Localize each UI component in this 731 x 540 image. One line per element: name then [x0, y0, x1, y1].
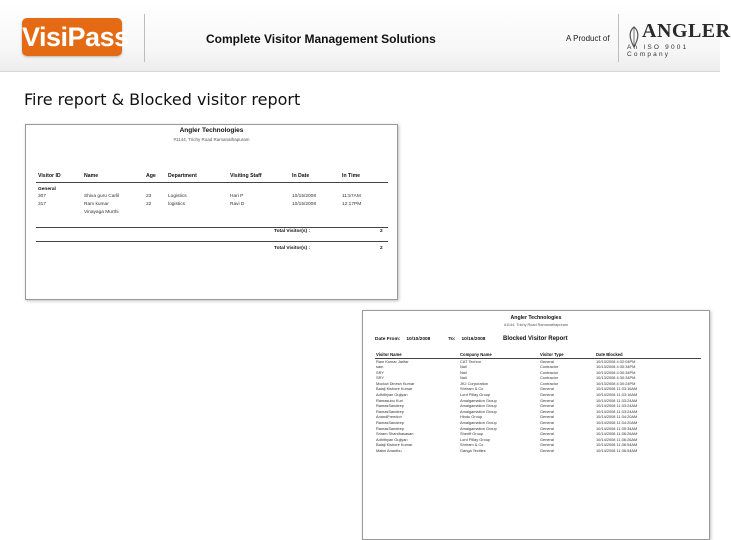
cell: General — [540, 442, 554, 448]
cell: Malini Ananthu — [376, 448, 402, 453]
cell: 10/14/2008 11:36:26AM — [596, 431, 638, 437]
fire-report-divider-1 — [36, 227, 388, 228]
visipass-logo[interactable] — [22, 18, 129, 56]
cell: Nail — [460, 364, 467, 370]
header-banner — [0, 0, 731, 72]
logo-text-pass: Pass — [67, 22, 129, 52]
cell: General — [540, 414, 554, 420]
cell: Shriram & Co — [460, 442, 484, 448]
table-row — [36, 209, 388, 217]
fire-report-table — [36, 171, 388, 217]
total-visitors-label-2: Total Visitor(s) : — [274, 246, 311, 251]
fire-report-header-row — [36, 171, 388, 182]
cell: General — [540, 436, 554, 442]
date-from-value: 10/10/2008 — [406, 337, 431, 342]
cell: Shriram & Co — [460, 386, 484, 392]
fire-report-divider-2 — [36, 241, 388, 242]
total-visitors-value-2: 2 — [380, 246, 383, 251]
table-row — [375, 448, 701, 454]
cell: 10/15/2008 — [292, 194, 317, 199]
cell: 10/14/2008 11:34:20AM — [596, 420, 638, 426]
cell: 10/14/2008 11:33:24AM — [596, 397, 638, 403]
cell: Contractor — [540, 375, 559, 381]
cell: sam — [376, 364, 384, 370]
cell: 10/14/2008 11:34:20AM — [596, 414, 638, 420]
product-of-label: A Product of — [566, 34, 610, 43]
cell: SRY — [376, 369, 384, 375]
cell: 23 — [146, 194, 152, 199]
cell: General — [540, 403, 554, 409]
header-tagline: Complete Visitor Management Solutions — [206, 32, 436, 46]
fire-report-preview — [25, 124, 398, 300]
table-row — [36, 193, 388, 201]
table-row — [36, 201, 388, 209]
cell: Hari P — [230, 194, 244, 199]
cell: Ram Kumar Jarifar — [376, 358, 409, 364]
cell: General — [540, 358, 554, 364]
cell: 10/13/2008 4:30:34PM — [596, 369, 636, 375]
col-name: Name — [82, 171, 144, 182]
cell: 10/13/2008 4:32:04PM — [596, 358, 636, 364]
cell: Lord Pillay Group — [460, 392, 491, 398]
cell: General — [540, 408, 554, 414]
cell: Amalgamation Group — [460, 425, 497, 431]
col-visitor-type: Visitor Type — [539, 351, 595, 358]
cell: Ram kumar — [84, 202, 109, 207]
cell: Adhithyan Gujiyan — [376, 392, 408, 398]
cell: General — [540, 386, 554, 392]
cell: 307 — [38, 194, 47, 199]
date-to-value: 10/16/2008 — [461, 337, 486, 342]
fire-report-company: Angler Technologies — [179, 127, 244, 134]
cell: Lord Pillay Group — [460, 436, 491, 442]
cell: Hindu Group — [460, 414, 483, 420]
cell: Balaji Kishore Kumar — [376, 386, 413, 392]
cell: 10/14/2008 11:33:24AM — [596, 403, 638, 409]
cell — [36, 209, 82, 217]
cell: logistics — [168, 202, 186, 207]
cell: General — [540, 392, 554, 398]
fire-report-group-row — [36, 182, 388, 193]
total-visitors-label-1: Total Visitor(s) : — [274, 229, 311, 234]
header-divider-right — [618, 14, 619, 62]
cell: Amalgamation Group — [460, 420, 497, 426]
col-company-name: Company Name — [459, 351, 539, 358]
col-age: Age — [144, 171, 166, 182]
cell: 10/13/2008 4:30:34PM — [596, 375, 636, 381]
cell: General — [540, 397, 554, 403]
cell — [290, 209, 340, 217]
cell: Ramasubu Kuri — [376, 397, 403, 403]
fire-report-address: #1144, Trichy Road Ramanathapuram — [173, 137, 250, 142]
cell: 22 — [146, 202, 152, 207]
cell: RamasSandeep — [376, 420, 404, 426]
cell: Contractor — [540, 380, 559, 386]
cell: 10/14/2008 11:33:16AM — [596, 386, 638, 392]
header-divider-left — [144, 14, 145, 62]
cell: Balaji Kishore Kumar — [376, 442, 413, 448]
cell: RamasSandeep — [376, 425, 404, 431]
cell — [340, 209, 388, 217]
blocked-report-title: Blocked Visitor Report — [503, 336, 568, 342]
col-visiting-staff: Visiting Staff — [228, 171, 290, 182]
cell: Amalgamation Group — [460, 403, 497, 409]
col-date-blocked: Date Blocked — [595, 351, 701, 358]
cell: Amalgamation Group — [460, 408, 497, 414]
cell: 10/13/2008 4:30:24PM — [596, 380, 636, 386]
col-visitor-id: Visitor ID — [36, 171, 82, 182]
cell: Logistics — [168, 194, 187, 199]
blocked-report-body — [375, 358, 701, 454]
cell: 10/13/2008 4:30:34PM — [596, 364, 636, 370]
cell: 10/14/2008 11:33:16AM — [596, 392, 638, 398]
cell: 10/15/2008 — [292, 202, 317, 207]
date-to-label: To: — [448, 337, 456, 342]
cell: Moduvi Dinesh Kumar — [376, 380, 415, 386]
cell: RamasSandeep — [376, 403, 404, 409]
cell: 317 — [38, 202, 47, 207]
cell: General — [540, 420, 554, 426]
cell: SRY — [376, 375, 384, 381]
cell — [144, 209, 166, 217]
cell — [166, 209, 228, 217]
cell: 10/14/2008 11:35:34AM — [596, 425, 638, 431]
cell: 12:17PM — [342, 202, 362, 207]
blocked-visitor-report-preview — [362, 310, 710, 540]
cell: Ravi D — [230, 202, 245, 207]
col-in-date: In Date — [290, 171, 340, 182]
cell: 10/14/2008 11:33:24AM — [596, 408, 638, 414]
col-visitor-name: Visitor Name — [375, 351, 459, 358]
blocked-report-table — [375, 351, 701, 454]
blocked-report-address: #1144, Trichy Road Ramanathapuram — [503, 323, 569, 327]
cell: Adhithyan Gujiyan — [376, 436, 408, 442]
cell: Contractor — [540, 369, 559, 375]
cell: 10/14/2008 11:36:54AM — [596, 442, 638, 448]
cell: JKJ Corporation — [460, 380, 488, 386]
blocked-report-date-range — [375, 337, 491, 342]
angler-iso-subtitle: An ISO 9001 Company — [627, 44, 689, 58]
cell: 11:57AM — [342, 194, 361, 199]
cell: 10/14/2008 11:36:26AM — [596, 436, 638, 442]
cell: General — [540, 448, 554, 453]
cell: Ganga Textiles — [460, 448, 486, 453]
page-title: Fire report & Blocked visitor report — [24, 90, 301, 109]
cell: 10/14/2008 11:36:54AM — [596, 448, 638, 453]
cell: General — [540, 425, 554, 431]
cell: Sheriff Group — [460, 431, 484, 437]
cell: General — [540, 431, 554, 437]
col-department: Department — [166, 171, 228, 182]
blocked-report-company: Angler Technologies — [510, 315, 562, 321]
col-in-time: In Time — [340, 171, 388, 182]
logo-text-visi: Visi — [22, 22, 68, 52]
blocked-report-header-row — [375, 351, 701, 358]
cell: Shiva guru Carlil — [84, 194, 120, 199]
cell: Sriram Shanthasasan — [376, 431, 414, 437]
cell: RamasSandeep — [376, 408, 404, 414]
date-from-label: Date From: — [375, 337, 401, 342]
angler-brand-name: ANGLER — [642, 20, 731, 42]
cell — [228, 209, 290, 217]
cell: Contractor — [540, 364, 559, 370]
cell: Vinayaga Murthi — [84, 210, 119, 215]
group-label: General — [38, 186, 56, 192]
cell: Nail — [460, 369, 467, 375]
cell: Amalgamation Group — [460, 397, 497, 403]
total-visitors-value-1: 2 — [380, 229, 383, 234]
cell: AnandFreedon — [376, 414, 402, 420]
cell: Nail — [460, 375, 467, 381]
cell: CAT Techno — [460, 358, 481, 364]
